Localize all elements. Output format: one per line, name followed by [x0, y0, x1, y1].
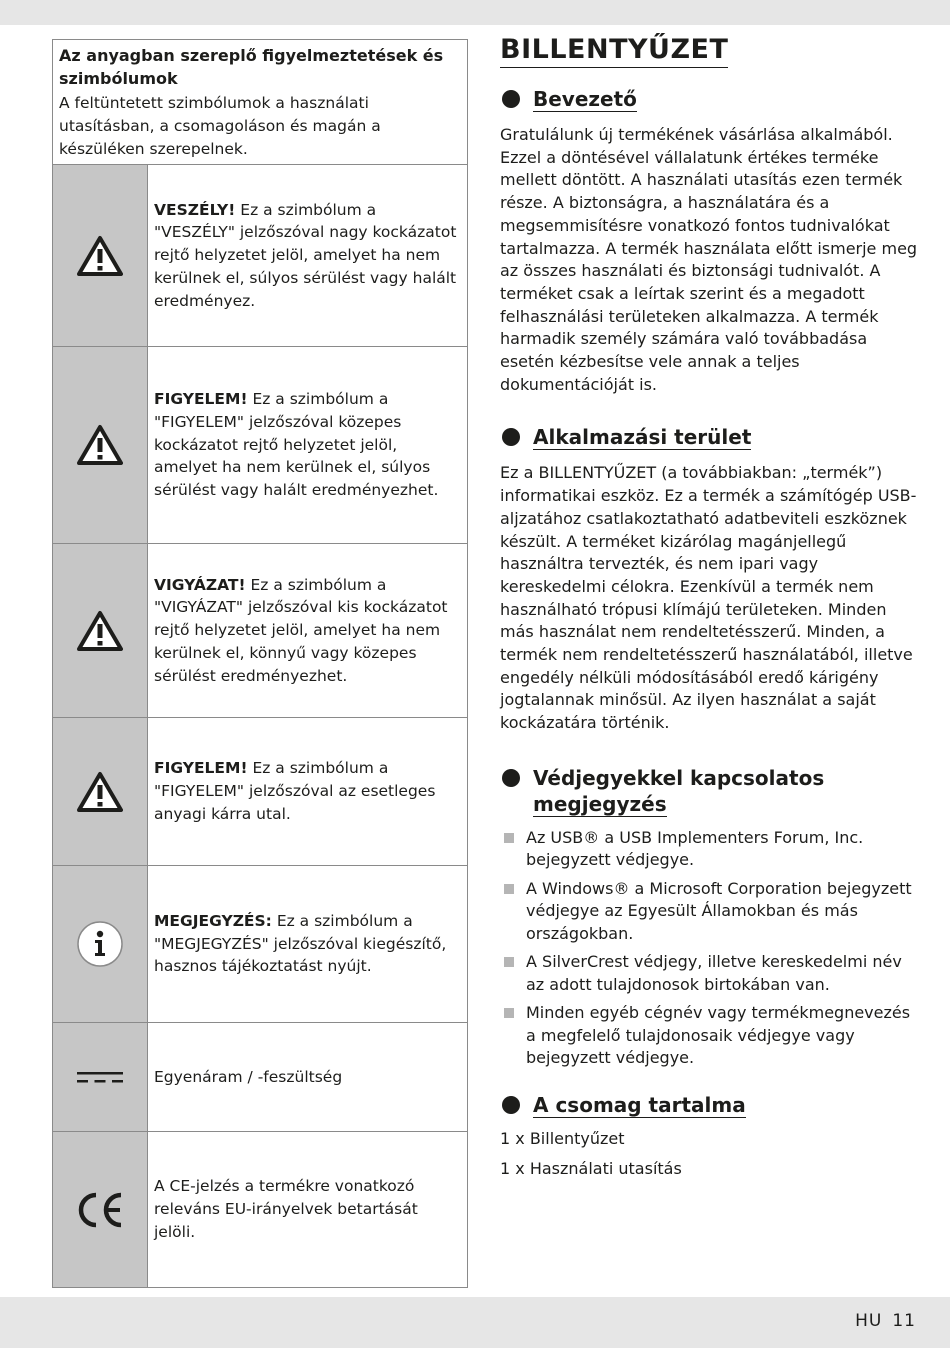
symbol-cell: [53, 1023, 148, 1131]
symbol-text: Ez a szimbólum a "MEGJEGYZÉS" jelzőszóval kiegészítő, hasznos tájékoztatást nyújt.: [154, 911, 447, 976]
footer-bar: [0, 1297, 950, 1348]
symbol-text: Ez a szimbólum a "FIGYELEM" jelzőszóval az esetleges anyagi kárra utal.: [154, 759, 436, 823]
list-item: Az USB® a USB Implementers Forum, Inc. bejegyzett védjegye.: [500, 827, 920, 872]
bullet-dot-icon: [502, 769, 520, 787]
symbol-row-caution: [53, 544, 467, 718]
symbol-cell: [53, 165, 148, 346]
signal-word: MEGJEGYZÉS:: [154, 911, 272, 930]
list-item: A SilverCrest védjegy, illetve kereskedelmi név az adott tulajdonosok birtokában van.: [500, 951, 920, 996]
info-icon: [76, 920, 124, 968]
symbol-row-danger: [53, 165, 467, 347]
symbol-cell: [53, 1132, 148, 1287]
square-bullet-icon: [504, 884, 514, 894]
symbol-cell: [53, 347, 148, 543]
symbol-row-property-damage: [53, 718, 467, 866]
intro-paragraph: Gratulálunk új termékének vásárlása alkalmából. Ezzel a döntésével vállalatunk értékes terméke mellett döntött. A használati utasítás ezen termék része. A biztonságra, a használatára és a megsemmisítésre vonatkozó fontos tudnivalókat tartalmazza. A termék használata előtt ismerje meg az összes használati és biztonsági tudnivalót. A terméket csak a leírtak szerint és a megadott felhasználási területeken alkalmazza. A termék harmadik személy számára való továbbadása esetén kézbesítse vele annak a teljes dokumentációját is.: [500, 125, 918, 394]
signal-word: FIGYELEM!: [154, 759, 248, 778]
bullet-dot-icon: [502, 90, 520, 108]
symbol-cell: [53, 718, 148, 865]
square-bullet-icon: [504, 1008, 514, 1018]
intended-use-paragraph: Ez a BILLENTYŰZET (a továbbiakban: „termék”) informatikai eszköz. Ez a termék a számítógép USB-aljzatához csatlakoztatható adatbeviteli eszköznek készült. A terméket kizárólag magánjellegű használtra tervezték, és nem ipari vagy kereskedelmi célokra. Ezenkívül a termék nem használható trópusi klímájú területeken. Minden más használat nem rendeltetésszerű. Minden, a termék nem rendeltetésszerű használatából, illetve engedély nélküli módosításából eredő kárigény jogtalannak minősül. Az ilyen használat a saját kockázatára történik.: [500, 463, 917, 733]
symbol-description: [148, 544, 467, 717]
signal-word: FIGYELEM!: [154, 390, 248, 409]
symbol-description: [148, 866, 467, 1022]
symbol-text: Ez a szimbólum a "FIGYELEM" jelzőszóval közepes kockázatot rejtő helyzetet jelöl, amelyet ha nem kerülnek el, súlyos sérülést vagy halált eredményezhet.: [154, 390, 439, 500]
symbol-row-ce: [53, 1132, 467, 1287]
section-heading-trademarks: Védjegyekkel kapcsolatos megjegyzés: [500, 765, 920, 817]
direct-current-icon: [75, 1069, 125, 1085]
section-heading-intended-use: Alkalmazási terület: [500, 424, 920, 450]
square-bullet-icon: [504, 957, 514, 967]
language-code: HU: [855, 1311, 883, 1331]
page-title: BILLENTYŰZET: [500, 33, 728, 68]
symbol-description: [148, 1132, 467, 1287]
symbols-intro-text: A feltüntetett szimbólumok a használati utasításban, a csomagoláson és magán a készüléken szerepelnek.: [59, 94, 381, 158]
symbol-text: Ez a szimbólum a "VESZÉLY" jelzőszóval nagy kockázatot rejtő helyzetet jelöl, amelyet ha nem kerülnek el, súlyos sérülést vagy halált eredményez.: [154, 200, 457, 310]
square-bullet-icon: [504, 833, 514, 843]
package-item: 1 x Használati utasítás: [500, 1158, 682, 1178]
symbol-row-note: [53, 866, 467, 1023]
symbol-text: Ez a szimbólum a "VIGYÁZAT" jelzőszóval kis kockázatot rejtő helyzetet jelöl, amelyet ha nem kerülnek el, könnyű vagy közepes sérülést eredményezhet.: [154, 575, 448, 685]
section-heading-package-contents: A csomag tartalma: [500, 1092, 920, 1118]
warning-triangle-icon: [77, 771, 123, 813]
page-number: [855, 1311, 916, 1331]
package-item: 1 x Billentyűzet: [500, 1128, 625, 1148]
bullet-dot-icon: [502, 428, 520, 446]
symbol-text: Egyenáram / -feszültség: [154, 1067, 343, 1086]
warning-triangle-icon: [77, 610, 123, 652]
symbol-description: [148, 1023, 467, 1131]
symbol-text: A CE-jelzés a termékre vonatkozó releváns EU-irányelvek betartását jelöli.: [154, 1177, 418, 1241]
symbols-intro: [53, 40, 467, 165]
symbols-table: [52, 39, 468, 1288]
list-item: A Windows® a Microsoft Corporation bejegyzett védjegye az Egyesült Államokban és más országokban.: [500, 878, 920, 946]
right-column: [500, 33, 920, 1180]
symbols-heading: Az anyagban szereplő figyelmeztetések és szimbólumok: [59, 46, 444, 88]
section-heading-intro: Bevezető: [500, 86, 920, 112]
symbol-row-dc: [53, 1023, 467, 1132]
signal-word: VIGYÁZAT!: [154, 575, 246, 594]
warning-triangle-icon: [77, 235, 123, 277]
top-bar: [0, 0, 950, 25]
page-num: 11: [892, 1311, 916, 1331]
symbol-description: [148, 165, 467, 346]
symbol-description: [148, 718, 467, 865]
symbol-row-warning: [53, 347, 467, 544]
symbol-description: [148, 347, 467, 543]
bullet-dot-icon: [502, 1096, 520, 1114]
symbol-cell: [53, 544, 148, 717]
signal-word: VESZÉLY!: [154, 200, 236, 219]
list-item: Minden egyéb cégnév vagy termékmegnevezés a megfelelő tulajdonosaik védjegye vagy bejegyzett védjegye.: [500, 1002, 920, 1070]
ce-mark-icon: [75, 1190, 125, 1230]
symbol-cell: [53, 866, 148, 1022]
trademark-list: [500, 827, 920, 1070]
warning-triangle-icon: [77, 424, 123, 466]
